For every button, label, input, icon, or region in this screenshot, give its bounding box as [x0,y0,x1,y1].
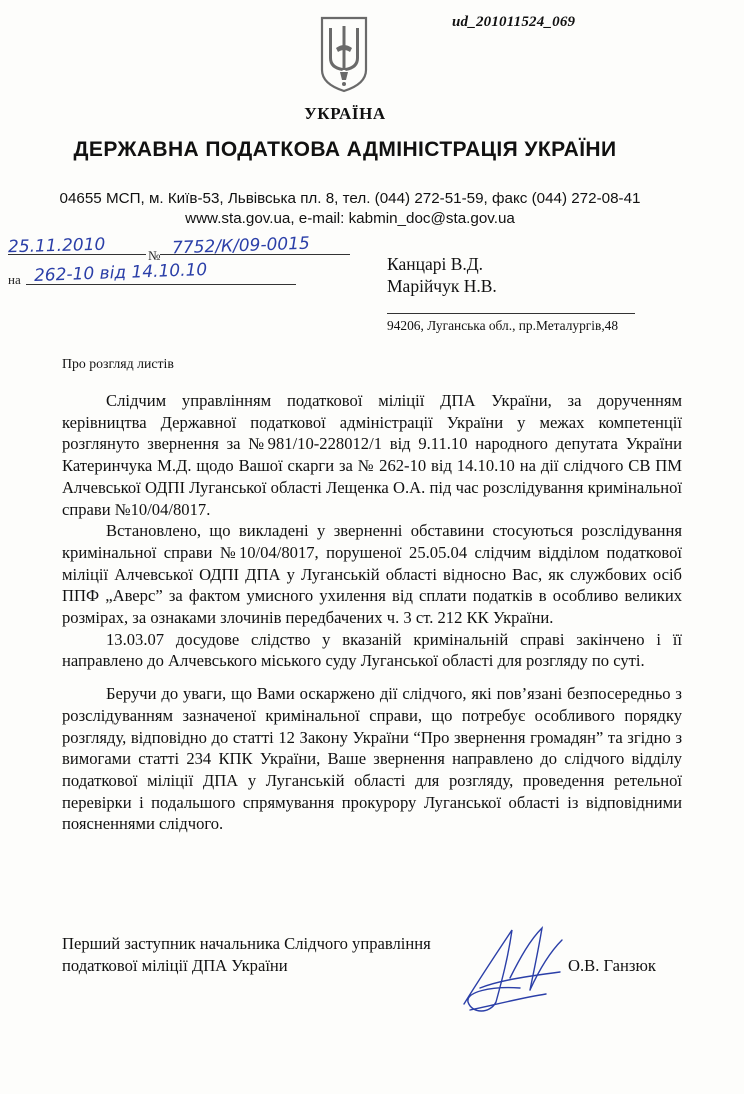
trident-emblem-icon [318,14,370,94]
body-paragraph: Встановлено, що викладені у зверненні обставини стосуються розслідування кримінальної справи №10/04/8017, порушеної 25.05.04 слідчим відділом податкової міліції Алчевської ОДПІ ДПА у Луганській області відносно Вас, як службових осіб ППФ „Аверс” за фактом умисного ухилення від сплати податків в особливо великих розмірах, за ознаками злочинів передбачених ч. 3 ст. 212 КК України. [62,521,682,628]
signatory-title-line-1: Перший заступник начальника Слідчого управління [62,934,431,953]
body-paragraph: Слідчим управлінням податкової міліції ДПА України, за дорученням керівництва Державної податкової адміністрації України у межах компетенції розглянуто звернення за №981/10-228012/1 від 9.11.10 народного депутата України Катеринчука М.Д. щодо Вашої скарги за № 262-10 від 14.10.10 на дії слідчого СВ ПМ Алчевської ОДПІ Луганської області Лещенка О.А. під час розслідування кримінальної справи №10/04/8017. [62,391,682,519]
agency-title: ДЕРЖАВНА ПОДАТКОВА АДМІНІСТРАЦІЯ УКРАЇНИ [73,138,617,161]
signatory-name: О.В. Ганзюк [568,956,656,975]
agency-address: 04655 МСП, м. Київ-53, Львівська пл. 8, тел. (044) 272-51-59, факс (044) 272-08-41 [59,190,641,207]
reference-label: на [8,272,21,287]
letter-body [62,390,682,835]
recipient-name-1: Канцарі В.Д. [387,254,484,274]
handwritten-outgoing-number: 7752/К/09-0015 [171,233,311,259]
letter-subject: Про розгляд листів [62,356,174,371]
handwritten-reference: 262-10 від 14.10.10 [33,259,208,287]
body-paragraph: 13.03.07 досудове слідство у вказаній кримінальній справі закінчено і її направлено до Алчевського міського суду Луганської області для розгляду по суті. [62,629,682,671]
recipient-name-2: Марійчук Н.В. [387,276,497,296]
recipient-address: 94206, Луганська обл., пр.Металургів,48 [387,318,619,333]
country-title: УКРАЇНА [304,104,386,123]
signatory-title-line-2: податкової міліції ДПА України [62,956,288,975]
recipient-divider [387,313,635,314]
handwritten-signature-icon [450,918,570,1018]
number-label: № [148,248,161,263]
agency-contacts: www.sta.gov.ua, e-mail: kabmin_doc@sta.gov.ua [185,210,515,227]
document-id: ud_201011524_069 [452,14,576,30]
body-paragraph: Беручи до уваги, що Вами оскаржено дії слідчого, які пов’язані безпосередньо з розслідуванням зазначеної кримінальної справи, що потребує особливого порядку розгляду, відповідно до статті 12 Закону України “Про звернення громадян” та згідно з вимогами статті 234 КПК України, Ваше звернення направлено до слідчого відділу податкової міліції ДПА у Луганській області для розгляду, проведення ретельної перевірки і подальшого спрямування прокурору Луганської області із відповідними поясненнями слідчого. [62,684,682,834]
handwritten-date: 25.11.2010 [7,234,106,258]
